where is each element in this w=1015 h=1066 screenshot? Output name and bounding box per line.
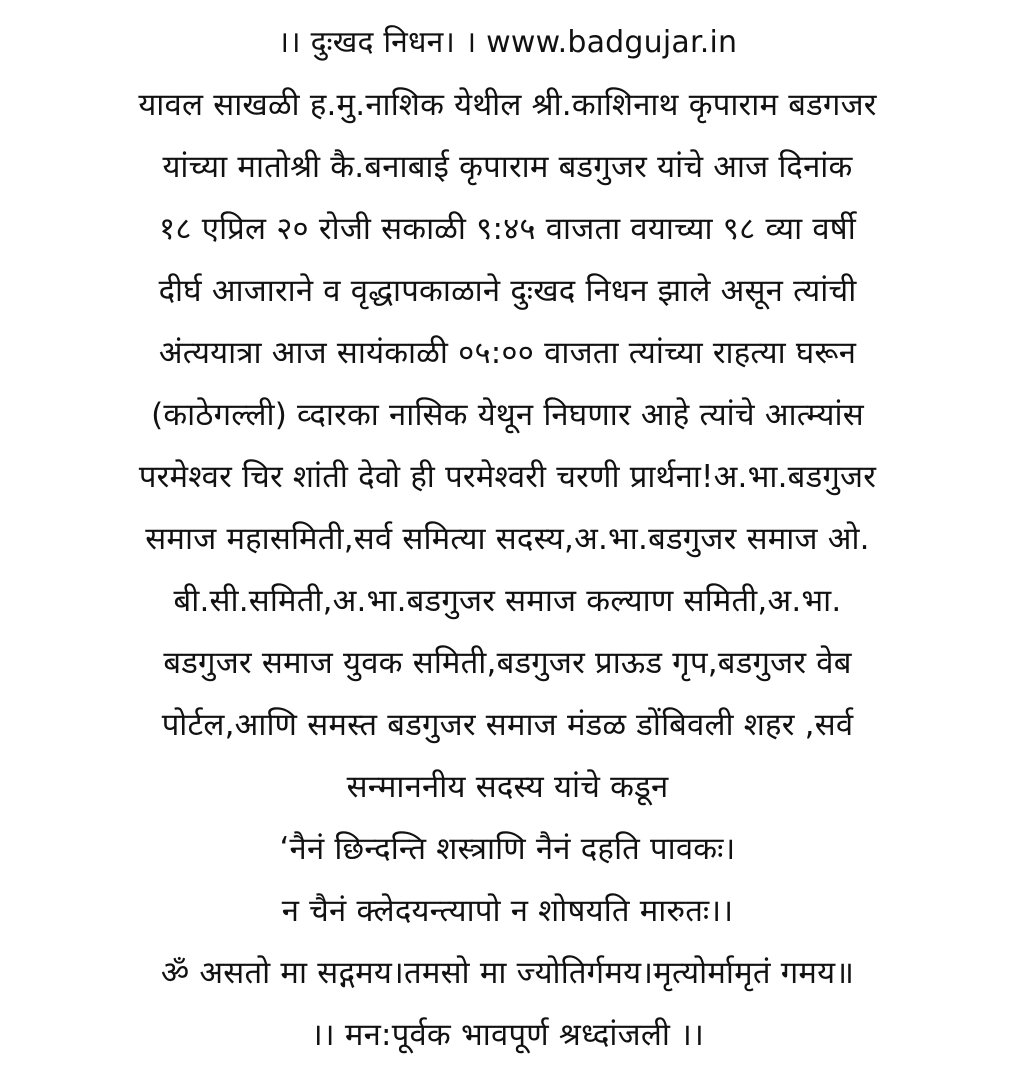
verse-line-3: ॐ असतो मा सद्गमय।तमसो मा ज्योतिर्गमय।मृत्योर्मामृतं गमय॥ <box>160 955 855 991</box>
body-line-3: १८ एप्रिल २० रोजी सकाळी ९:४५ वाजता वयाच्या ९८ व्या वर्षी <box>159 211 856 247</box>
notice-title: ।। दुःखद निधन। । www.badgujar.in <box>277 25 738 60</box>
obituary-notice <box>0 12 1015 1066</box>
body-line-12: सन्माननीय सदस्य यांचे कडून <box>346 769 669 805</box>
body-line-9: बी.सी.समिती,अ.भा.बडगुजर समाज कल्याण समिती,अ.भा. <box>173 583 842 619</box>
body-line-7: परमेश्वर चिर शांती देवो ही परमेश्वरी चरणी प्रार्थना!अ.भा.बडगुजर <box>138 459 877 495</box>
body-line-4: दीर्घ आजाराने व वृद्धापकाळाने दुःखद निधन झाले असून त्यांची <box>158 273 857 309</box>
tribute-line: ।। मन:पूर्वक भावपूर्ण श्रध्दांजली ।। <box>310 1017 705 1053</box>
body-line-11: पोर्टल,आणि समस्त बडगुजर समाज मंडळ डोंबिवली शहर ,सर्व <box>161 707 854 743</box>
body-line-5: अंत्ययात्रा आज सायंकाळी ०५:०० वाजता त्यांच्या राहत्या घरून <box>158 335 857 371</box>
body-line-6: (काठेगल्ली) व्दारका नासिक येथून निघणार आहे त्यांचे आत्म्यांस <box>151 397 864 433</box>
body-line-1: यावल साखळी ह.मु.नाशिक येथील श्री.काशिनाथ कृपाराम बडगजर <box>138 87 877 123</box>
body-line-2: यांच्या मातोश्री कै.बनाबाई कृपाराम बडगुजर यांचे आज दिनांक <box>162 149 853 185</box>
body-line-8: समाज महासमिती,सर्व समित्या सदस्य,अ.भा.बडगुजर समाज ओ. <box>145 521 870 557</box>
verse-line-1: ‘नैनं छिन्दन्ति शस्त्राणि नैनं दहति पावकः। <box>279 831 736 867</box>
verse-line-2: न चैनं क्लेदयन्त्यापो न शोषयति मारुतः।। <box>281 893 734 929</box>
body-line-10: बडगुजर समाज युवक समिती,बडगुजर प्राऊड गृप,बडगुजर वेब <box>163 645 852 681</box>
